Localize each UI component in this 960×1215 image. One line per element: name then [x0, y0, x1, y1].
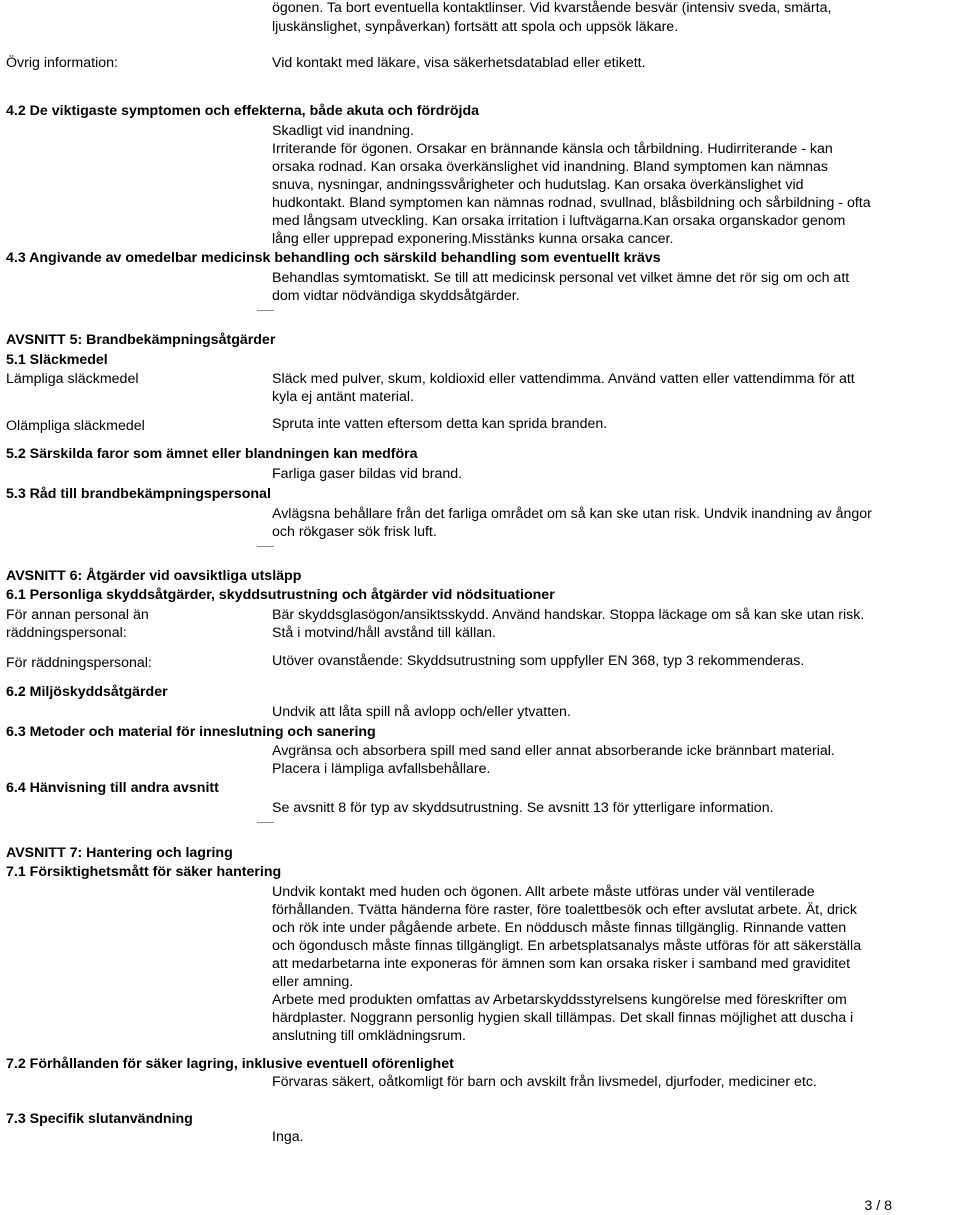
- section-6-4-value: Se avsnitt 8 för typ av skyddsutrustning. Se avsnitt 13 för ytterligare information.: [272, 800, 774, 816]
- section-7-1-line: härdplaster. Noggrann personlig hygien skall tillämpas. Det skall finnas möjlighet att duscha i: [272, 1010, 854, 1026]
- section-7-3-heading: 7.3 Specifik slutanvändning: [6, 1111, 193, 1127]
- section-6-1-heading: 6.1 Personliga skyddsåtgärder, skyddsutrustning och åtgärder vid nödsituationer: [6, 587, 555, 603]
- section-6-title: AVSNITT 6: Åtgärder vid oavsiktliga utsläpp: [6, 568, 302, 584]
- other-info-label: Övrig information:: [6, 55, 118, 71]
- emergency-responders-value: Utöver ovanstående: Skyddsutrustning som uppfyller EN 368, typ 3 rekommenderas.: [272, 653, 805, 669]
- first-aid-eye-line-2: ljuskänslighet, synpåverkan) fortsätt att spola och uppsök läkare.: [272, 19, 679, 35]
- section-4-2-line: Irriterande för ögonen. Orsakar en brännande känsla och tårbildning. Hudirriterande - kan: [272, 141, 833, 157]
- section-4-2-heading: 4.2 De viktigaste symptomen och effekterna, både akuta och fördröjda: [6, 103, 480, 119]
- section-4-2-line: Skadligt vid inandning.: [272, 123, 414, 139]
- section-divider: [257, 822, 274, 823]
- section-7-1-line: eller amning.: [272, 974, 354, 990]
- section-4-3-line: dom vidtar nödvändiga skyddsåtgärder.: [272, 288, 520, 304]
- section-7-2-heading: 7.2 Förhållanden för säker lagring, inklusive eventuell oförenlighet: [6, 1056, 454, 1072]
- section-4-2-line: hudkontakt. Bland symptomen kan nämnas rodnad, svullnad, blåsbildning och sårbildning - ofta: [272, 195, 871, 211]
- first-aid-eye-line-1: ögonen. Ta bort eventuella kontaktlinser. Vid kvarstående besvär (intensiv sveda, smärta,: [272, 0, 832, 16]
- section-7-1-line: Undvik kontakt med huden och ögonen. Allt arbete måste utföras under väl ventilerade: [272, 884, 815, 900]
- section-5-2-value: Farliga gaser bildas vid brand.: [272, 466, 463, 482]
- section-7-1-line: och rök inte under pågående arbete. En nöddusch måste finnas tillgänglig. Rinnande vatten: [272, 920, 847, 936]
- section-7-1-heading: 7.1 Försiktighetsmått för säker hantering: [6, 864, 282, 880]
- section-7-1-line: att medarbetarna inte exponeras för ämnen som kan orsaka risker i samband med graviditet: [272, 956, 851, 972]
- section-7-2-value: Förvaras säkert, oåtkomligt för barn och avskilt från livsmedel, djurfoder, mediciner etc.: [272, 1074, 817, 1090]
- suitable-extinguishing-line: Släck med pulver, skum, koldioxid eller vattendimma. Använd vatten eller vattendimma för att: [272, 371, 855, 387]
- section-4-2-line: lång eller upprepad exponering.Misstänks kunna orsaka cancer.: [272, 231, 674, 247]
- suitable-extinguishing-line: kyla ej antänt material.: [272, 389, 414, 405]
- section-divider: [257, 546, 274, 547]
- section-divider: [257, 310, 274, 311]
- non-emergency-line: Bär skyddsglasögon/ansiktsskydd. Använd handskar. Stoppa läckage om så kan ske utan risk.: [272, 607, 865, 623]
- section-5-2-heading: 5.2 Särskilda faror som ämnet eller blandningen kan medföra: [6, 446, 418, 462]
- non-emergency-label: För annan personal än: [6, 607, 149, 623]
- emergency-responders-label: För räddningspersonal:: [6, 655, 152, 671]
- section-5-3-line: och rökgaser sök frisk luft.: [272, 524, 437, 540]
- page-number: 3 / 8: [864, 1198, 892, 1214]
- other-info-value: Vid kontakt med läkare, visa säkerhetsdatablad eller etikett.: [272, 55, 646, 71]
- section-5-title: AVSNITT 5: Brandbekämpningsåtgärder: [6, 332, 276, 348]
- section-5-1-heading: 5.1 Släckmedel: [6, 352, 108, 368]
- section-6-3-line: Avgränsa och absorbera spill med sand eller annat absorberande icke brännbart material.: [272, 743, 835, 759]
- section-4-2-line: snuva, nysningar, andningssvårigheter och hudutslag. Kan orsaka överkänslighet vid: [272, 177, 804, 193]
- section-6-2-value: Undvik att låta spill nå avlopp och/eller ytvatten.: [272, 704, 571, 720]
- section-5-3-heading: 5.3 Råd till brandbekämpningspersonal: [6, 486, 271, 502]
- section-7-1-line: och ögondusch måste finnas tillgängligt. En arbetsplatsanalys måste utföras för att säkerställa: [272, 938, 862, 954]
- section-4-2-line: med långsam utveckling. Kan orsaka irritation i luftvägarna.Kan orsaka organskador genom: [272, 213, 846, 229]
- non-emergency-line: Stå i motvind/håll avstånd till källan.: [272, 625, 496, 641]
- section-6-3-heading: 6.3 Metoder och material för inneslutning och sanering: [6, 724, 376, 740]
- section-6-4-heading: 6.4 Hänvisning till andra avsnitt: [6, 780, 219, 796]
- section-7-1-line: förhållanden. Tvätta händerna före raster, före toalettbesök och efter avslutat arbete. Ät, drick: [272, 902, 857, 918]
- section-7-3-value: Inga.: [272, 1129, 304, 1145]
- section-7-title: AVSNITT 7: Hantering och lagring: [6, 845, 233, 861]
- section-7-1-line: Arbete med produkten omfattas av Arbetarskyddsstyrelsens kungörelse med föreskrifter om: [272, 992, 847, 1008]
- unsuitable-extinguishing-label: Olämpliga släckmedel: [6, 418, 145, 434]
- section-4-3-line: Behandlas symtomatiskt. Se till att medicinsk personal vet vilket ämne det rör sig om och att: [272, 270, 850, 286]
- section-4-2-line: orsaka rodnad. Kan orsaka överkänslighet vid inandning. Bland symptomen kan nämnas: [272, 159, 829, 175]
- section-6-3-line: Placera i lämpliga avfallsbehållare.: [272, 761, 491, 777]
- unsuitable-extinguishing-value: Spruta inte vatten eftersom detta kan sprida branden.: [272, 416, 608, 432]
- non-emergency-label: räddningspersonal:: [6, 625, 127, 641]
- section-6-2-heading: 6.2 Miljöskyddsåtgärder: [6, 684, 168, 700]
- section-5-3-line: Avlägsna behållare från det farliga området om så kan ske utan risk. Undvik inandning av ångor: [272, 506, 872, 522]
- section-7-1-line: anslutning till omklädningsrum.: [272, 1028, 466, 1044]
- suitable-extinguishing-label: Lämpliga släckmedel: [6, 371, 139, 387]
- section-4-3-heading: 4.3 Angivande av omedelbar medicinsk behandling och särskild behandling som eventuellt krävs: [6, 250, 661, 266]
